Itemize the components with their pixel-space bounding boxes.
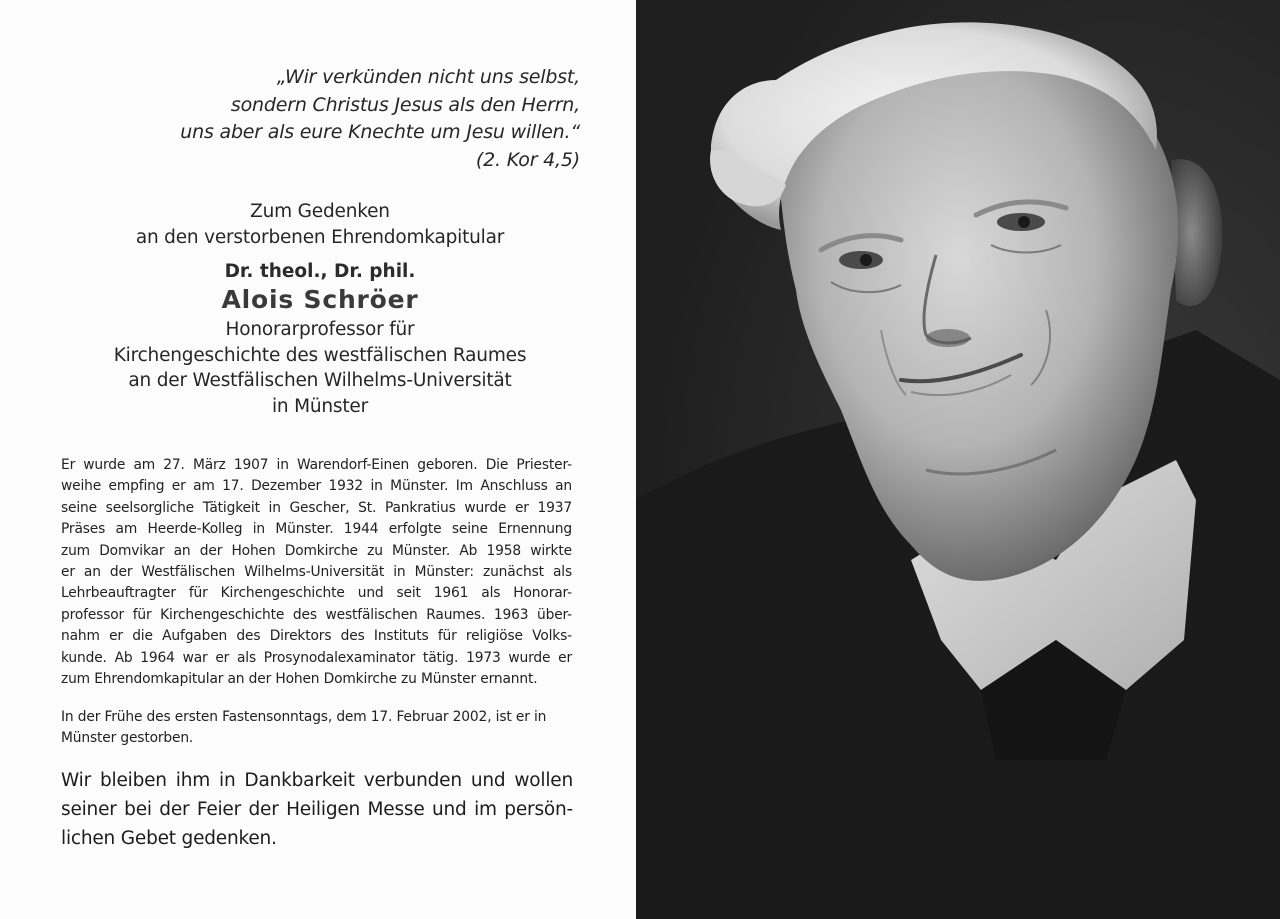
biography-line: zum Domvikar an der Hohen Domkirche zu Münster. Ab 1958 wirkte (61, 542, 572, 559)
quote-line: sondern Christus Jesus als den Herrn, (230, 93, 580, 116)
death-notice (61, 707, 572, 750)
biography-line: seine seelsorgliche Tätigkeit in Gescher, St. Pankratius wurde er 1937 (61, 499, 572, 516)
biography-line: professor für Kirchengeschichte des westfälischen Raumes. 1963 über- (61, 606, 572, 623)
biography-line: er an der Westfälischen Wilhelms-Universität in Münster: zunächst als (61, 564, 572, 581)
death-notice-line: Münster gestorben. (61, 730, 194, 747)
memorial-heading (0, 199, 640, 419)
biography-line: Er wurde am 27. März 1907 in Warendorf-Einen geboren. Die Priester- (61, 457, 572, 473)
intro-line: an den verstorbenen Ehrendomkapitular (135, 227, 505, 248)
intro-line: Zum Gedenken (250, 201, 390, 222)
bible-quote (180, 64, 580, 174)
role-line: Kirchengeschichte des westfälischen Raumes (113, 344, 527, 366)
biography-line: weihe empfing er am 17. Dezember 1932 in Münster. Im Anschluss an (61, 478, 572, 495)
closing-line: Wir bleiben ihm in Dankbarkeit verbunden und wollen (61, 770, 573, 791)
portrait-illustration (636, 0, 1280, 919)
quote-reference: (2. Kor 4,5) (475, 148, 580, 171)
closing-prayer (61, 766, 573, 853)
biography-line: Lehrbeauftragter für Kirchengeschichte und seit 1961 als Honorar- (61, 585, 572, 602)
death-notice-line: In der Frühe des ersten Fastensonntags, dem 17. Februar 2002, ist er in (61, 709, 547, 725)
deceased-name: Alois Schröer (221, 285, 419, 314)
quote-line: „Wir verkünden nicht uns selbst, (276, 66, 580, 88)
portrait-photo (636, 0, 1280, 919)
biography-line: zum Ehrendomkapitular an der Hohen Domkirche zu Münster ernannt. (61, 671, 538, 688)
academic-titles: Dr. theol., Dr. phil. (224, 261, 416, 282)
memorial-card-text-panel (0, 0, 636, 919)
biography-paragraph (61, 455, 572, 690)
quote-line: uns aber als eure Knechte um Jesu willen.“ (180, 121, 580, 143)
role-line: an der Westfälischen Wilhelms-Universität (128, 370, 512, 391)
biography-line: Präses am Heerde-Kolleg in Münster. 1944 erfolgte seine Ernennung (61, 521, 572, 538)
biography-line: nahm er die Aufgaben des Direktors des Instituts für religiöse Volks- (61, 628, 572, 645)
closing-line: lichen Gebet gedenken. (61, 828, 277, 849)
closing-line: seiner bei der Feier der Heiligen Messe und im persön- (61, 799, 573, 820)
biography-line: kunde. Ab 1964 war er als Prosynodalexaminator tätig. 1973 wurde er (61, 649, 572, 666)
role-line: Honorarprofessor für (225, 319, 415, 340)
role-line: in Münster (271, 395, 369, 417)
